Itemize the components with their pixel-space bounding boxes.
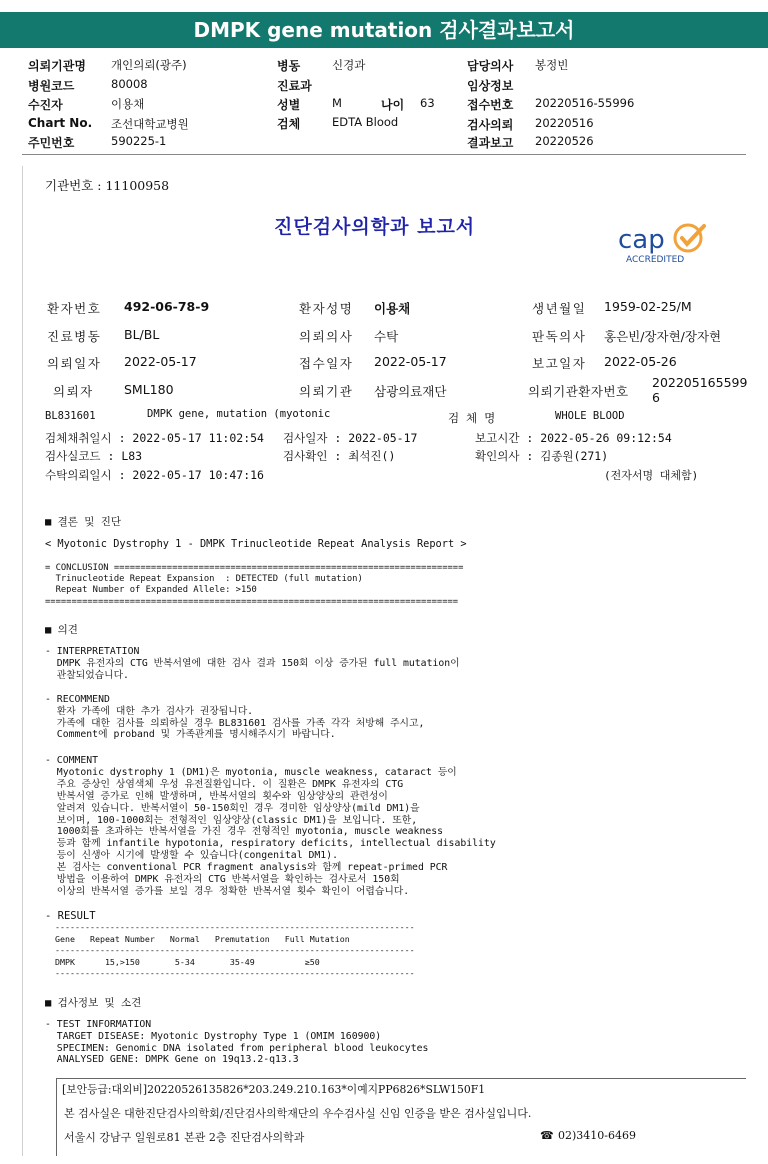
department-label: 진료과 xyxy=(277,79,312,93)
section-opinion-title: ■ 의견 xyxy=(45,624,78,636)
sex-value: M xyxy=(332,96,342,110)
requester-value: SML180 xyxy=(124,382,174,397)
patient-no-label: 환자번호 xyxy=(47,301,102,316)
confirming-doctor: 확인의사 : 김종원(271) xyxy=(475,449,609,463)
cap-logo-icon xyxy=(616,218,724,268)
interpretation-block: - INTERPRETATION DMPK 유전자의 CTG 반복서열에 대한 검사 결과 150회 이상 증가된 full mutation이 관찰되었습니다. xyxy=(45,646,460,681)
birth-date-label: 생년월일 xyxy=(532,301,587,316)
requesting-institution-value: 삼광의료재단 xyxy=(374,384,447,399)
lab-code: 검사실코드 : L83 xyxy=(45,449,143,463)
result-report-value: 20220526 xyxy=(535,134,594,148)
lab-phone: 02)3410-6469 xyxy=(558,1129,636,1142)
institution-patient-no-cont: 6 xyxy=(652,390,660,405)
test-date: 검사일자 : 2022-05-17 xyxy=(283,431,418,445)
report-date-label: 보고일자 xyxy=(532,356,587,371)
lab-report-title: 진단검사의학과 보고서 xyxy=(274,216,476,238)
chart-no-value: 조선대학교병원 xyxy=(111,117,189,131)
report-main-title: DMPK gene mutation 검사결과보고서 xyxy=(193,18,575,42)
age-value: 63 xyxy=(420,96,435,110)
specimen-value: EDTA Blood xyxy=(332,115,399,129)
institution-patient-no-value: 202205165599 xyxy=(652,375,748,390)
request-date-label: 의뢰일자 xyxy=(47,356,102,371)
referring-doctor-value: 수탁 xyxy=(374,329,399,344)
resident-no-label: 주민번호 xyxy=(28,136,75,150)
requester-institution-value: 개인의뢰(광주) xyxy=(111,58,187,72)
comment-block: - COMMENT Myotonic dystrophy 1 (DM1)은 myotonia, muscle weakness, cataract 등이 주요 증상인 상염색체 우성 유전질환입니다. 이 질환은 DMPK 유전자의 CTG 반복서열 증가로 인해 발생하며, 반복서열의 횟수와 임상양상의 관련성이 알려져 있습니다. 반복서열이 50-150회인 경우 경미한 임상양상(mild DM1)을 보이며, 100-1000회는 전형적인 임상양상(classic DM1)을 보입니다. 또한, 1000회를 초과하는 반복서열을 가진 경우 전형적인 myotonia, muscle weakness 등과 함께 infantile hypotonia, respiratory deficits, intellectual disability 등이 신생아 시기에 발생할 수 있습니다(congenital DM1). 본 검사는 conventional PCR fragment analysis와 함께 repeat-primed PCR 방법을 이용하여 DMPK 유전자의 CTG 반복서열을 확인하는 검사로서 150회 이상의 반복서열 증가를 보일 경우 정확한 반복서열 횟수 확인이 어렵습니다. xyxy=(45,755,496,897)
clinical-info-label: 임상정보 xyxy=(467,79,514,93)
report-date-value: 2022-05-26 xyxy=(604,354,677,369)
phone-icon: ☎ xyxy=(540,1129,554,1142)
report-time: 보고시간 : 2022-05-26 09:12:54 xyxy=(475,431,672,445)
conclusion-block: = CONCLUSION ================================================================== Trinucleotide Repeat Expansion : DETECTED (full mutation) Repeat Number of Expanded Allele: >150 ============================================================================== xyxy=(45,563,464,607)
patient-name-value: 이용채 xyxy=(374,301,411,316)
header-divider xyxy=(22,154,746,155)
attending-doctor-value: 봉정빈 xyxy=(535,58,569,72)
specimen-label: 검체 xyxy=(277,117,301,131)
reading-doctor-value: 홍은빈/장자현/장자현 xyxy=(604,329,722,344)
certification-note: 본 검사실은 대한진단검사의학회/진단검사의학재단의 우수검사실 신임 인증을 받은 검사실입니다. xyxy=(64,1107,532,1120)
section-test-info-title: ■ 검사정보 및 소견 xyxy=(45,997,142,1009)
request-datetime: 수탁의뢰일시 : 2022-05-17 10:47:16 xyxy=(45,468,264,482)
sex-label: 성별 xyxy=(277,98,301,112)
test-request-label: 검사의뢰 xyxy=(467,118,514,132)
test-information-block: - TEST INFORMATION TARGET DISEASE: Myotonic Dystrophy Type 1 (OMIM 160900) SPECIMEN: Genomic DNA isolated from peripheral blood leukocytes ANALYSED GENE: DMPK Gene on 19q13.2-q13.3 xyxy=(45,1019,429,1066)
reading-doctor-label: 판독의사 xyxy=(532,329,587,344)
receipt-date-label: 접수일자 xyxy=(299,356,354,371)
result-label: - RESULT xyxy=(45,910,96,922)
requester-label: 의뢰자 xyxy=(53,384,94,399)
requesting-institution-label: 의뢰기관 xyxy=(299,384,354,399)
patient-name-label: 환자성명 xyxy=(299,301,354,316)
result-report-label: 결과보고 xyxy=(467,136,514,150)
recommend-block: - RECOMMEND 환자 가족에 대한 추가 검사가 권장됩니다. 가족에 대한 검사를 의뢰하실 경우 BL831601 검사를 가족 각각 처방해 주시고, Comment에 proband 및 가족관계를 명시해주시기 바랍니다. xyxy=(45,694,425,741)
cap-accredited-logo xyxy=(616,218,724,268)
referring-doctor-label: 의뢰의사 xyxy=(299,329,354,344)
ward-label: 병동 xyxy=(277,59,301,73)
ward-code-label: 진료병동 xyxy=(47,329,102,344)
collection-datetime: 검체채취일시 : 2022-05-17 11:02:54 xyxy=(45,431,264,445)
receipt-no-label: 접수번호 xyxy=(467,98,514,112)
institution-number: 기관번호 : 11100958 xyxy=(45,178,170,193)
report-name: < Myotonic Dystrophy 1 - DMPK Trinucleotide Repeat Analysis Report > xyxy=(45,538,467,550)
test-code: BL831601 xyxy=(45,410,96,422)
resident-no-value: 590225-1 xyxy=(111,134,167,148)
test-confirmer: 검사확인 : 최석진() xyxy=(283,449,396,463)
institution-patient-no-label: 의뢰기관환자번호 xyxy=(528,384,629,399)
specimen-name-label: 검 체 명 xyxy=(448,411,496,425)
test-request-value: 20220516 xyxy=(535,116,594,130)
cap-logo-sub: ACCREDITED xyxy=(626,255,685,265)
test-name: DMPK gene, mutation (myotonic xyxy=(147,408,331,420)
ward-code-value: BL/BL xyxy=(124,327,160,342)
examinee-value: 이용채 xyxy=(111,97,145,111)
section-conclusion-title: ■ 결론 및 진단 xyxy=(45,516,122,528)
chart-no-label: Chart No. xyxy=(28,116,93,130)
report-title-bar xyxy=(0,12,768,48)
attending-doctor-label: 담당의사 xyxy=(467,59,514,73)
examinee-label: 수진자 xyxy=(28,98,63,112)
age-label: 나이 xyxy=(381,98,405,112)
ward-value: 신경과 xyxy=(332,58,366,72)
security-line: [보안등급:대외비]20220526135826*203.249.210.163*이예지PP6826*SLW150F1 xyxy=(62,1083,486,1096)
paper-edge xyxy=(22,166,23,1156)
request-date-value: 2022-05-17 xyxy=(124,354,197,369)
patient-no-value: 492-06-78-9 xyxy=(124,299,210,314)
receipt-no-value: 20220516-55996 xyxy=(535,96,635,110)
specimen-name-value: WHOLE BLOOD xyxy=(555,410,625,422)
hospital-code-value: 80008 xyxy=(111,77,148,91)
birth-date-value: 1959-02-25/M xyxy=(604,299,692,314)
hospital-code-label: 병원코드 xyxy=(28,79,75,93)
receipt-date-value: 2022-05-17 xyxy=(374,354,447,369)
result-table: ------------------------------------------------------------------------ Gene Repeat Number Normal Premutation Full Mutation ------------------------------------------------------------------------ DMPK 15,>150 5-34 35-49 ≥50 ------------------------------------------------------------------------ xyxy=(54,922,415,979)
cap-logo-text: cap xyxy=(618,225,665,255)
lab-address: 서울시 강남구 일원로81 본관 2층 진단검사의학과 xyxy=(64,1131,305,1144)
electronic-signature-note: (전자서명 대체함) xyxy=(604,469,699,482)
requester-institution-label: 의뢰기관명 xyxy=(28,59,86,73)
